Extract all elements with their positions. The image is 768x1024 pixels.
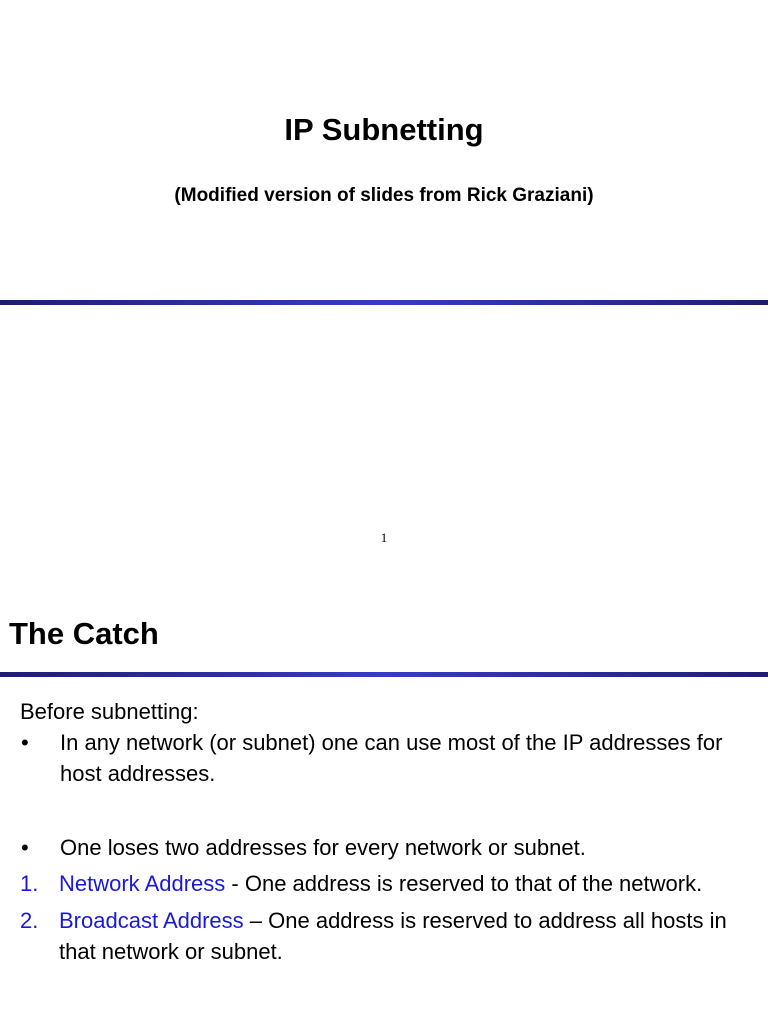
term-network-address: Network Address: [59, 871, 226, 896]
slide-2: [0, 576, 768, 1024]
numbered-text: [59, 868, 760, 899]
intro-text: Before subnetting:: [20, 699, 199, 724]
bullet-text: One loses two addresses for every network or subnet.: [60, 835, 586, 860]
term-description: – One address is reserved to address all hosts in that network or subnet.: [59, 908, 727, 964]
bullet-text: In any network (or subnet) one can use most of the IP addresses for host addresses.: [60, 730, 723, 786]
divider-rule: [0, 300, 768, 305]
number-marker: 2.: [20, 908, 39, 933]
number-marker: 1.: [20, 871, 39, 896]
page-number: 1: [380, 530, 388, 545]
term-broadcast-address: Broadcast Address: [59, 908, 244, 933]
bullet-item: [20, 727, 760, 789]
numbered-text: [59, 905, 760, 967]
numbered-item: [20, 868, 760, 899]
numbered-item: [20, 905, 760, 967]
slide-body: [20, 696, 760, 967]
slide-title: The Catch: [9, 616, 159, 651]
bullet-icon: •: [21, 730, 29, 755]
bullet-icon: •: [21, 835, 29, 860]
slide-subtitle: (Modified version of slides from Rick Graziani): [174, 185, 594, 206]
bullet-item: [20, 832, 760, 863]
slide-title: IP Subnetting: [284, 112, 484, 147]
divider-rule: [0, 672, 768, 677]
term-description: - One address is reserved to that of the network.: [225, 871, 703, 896]
